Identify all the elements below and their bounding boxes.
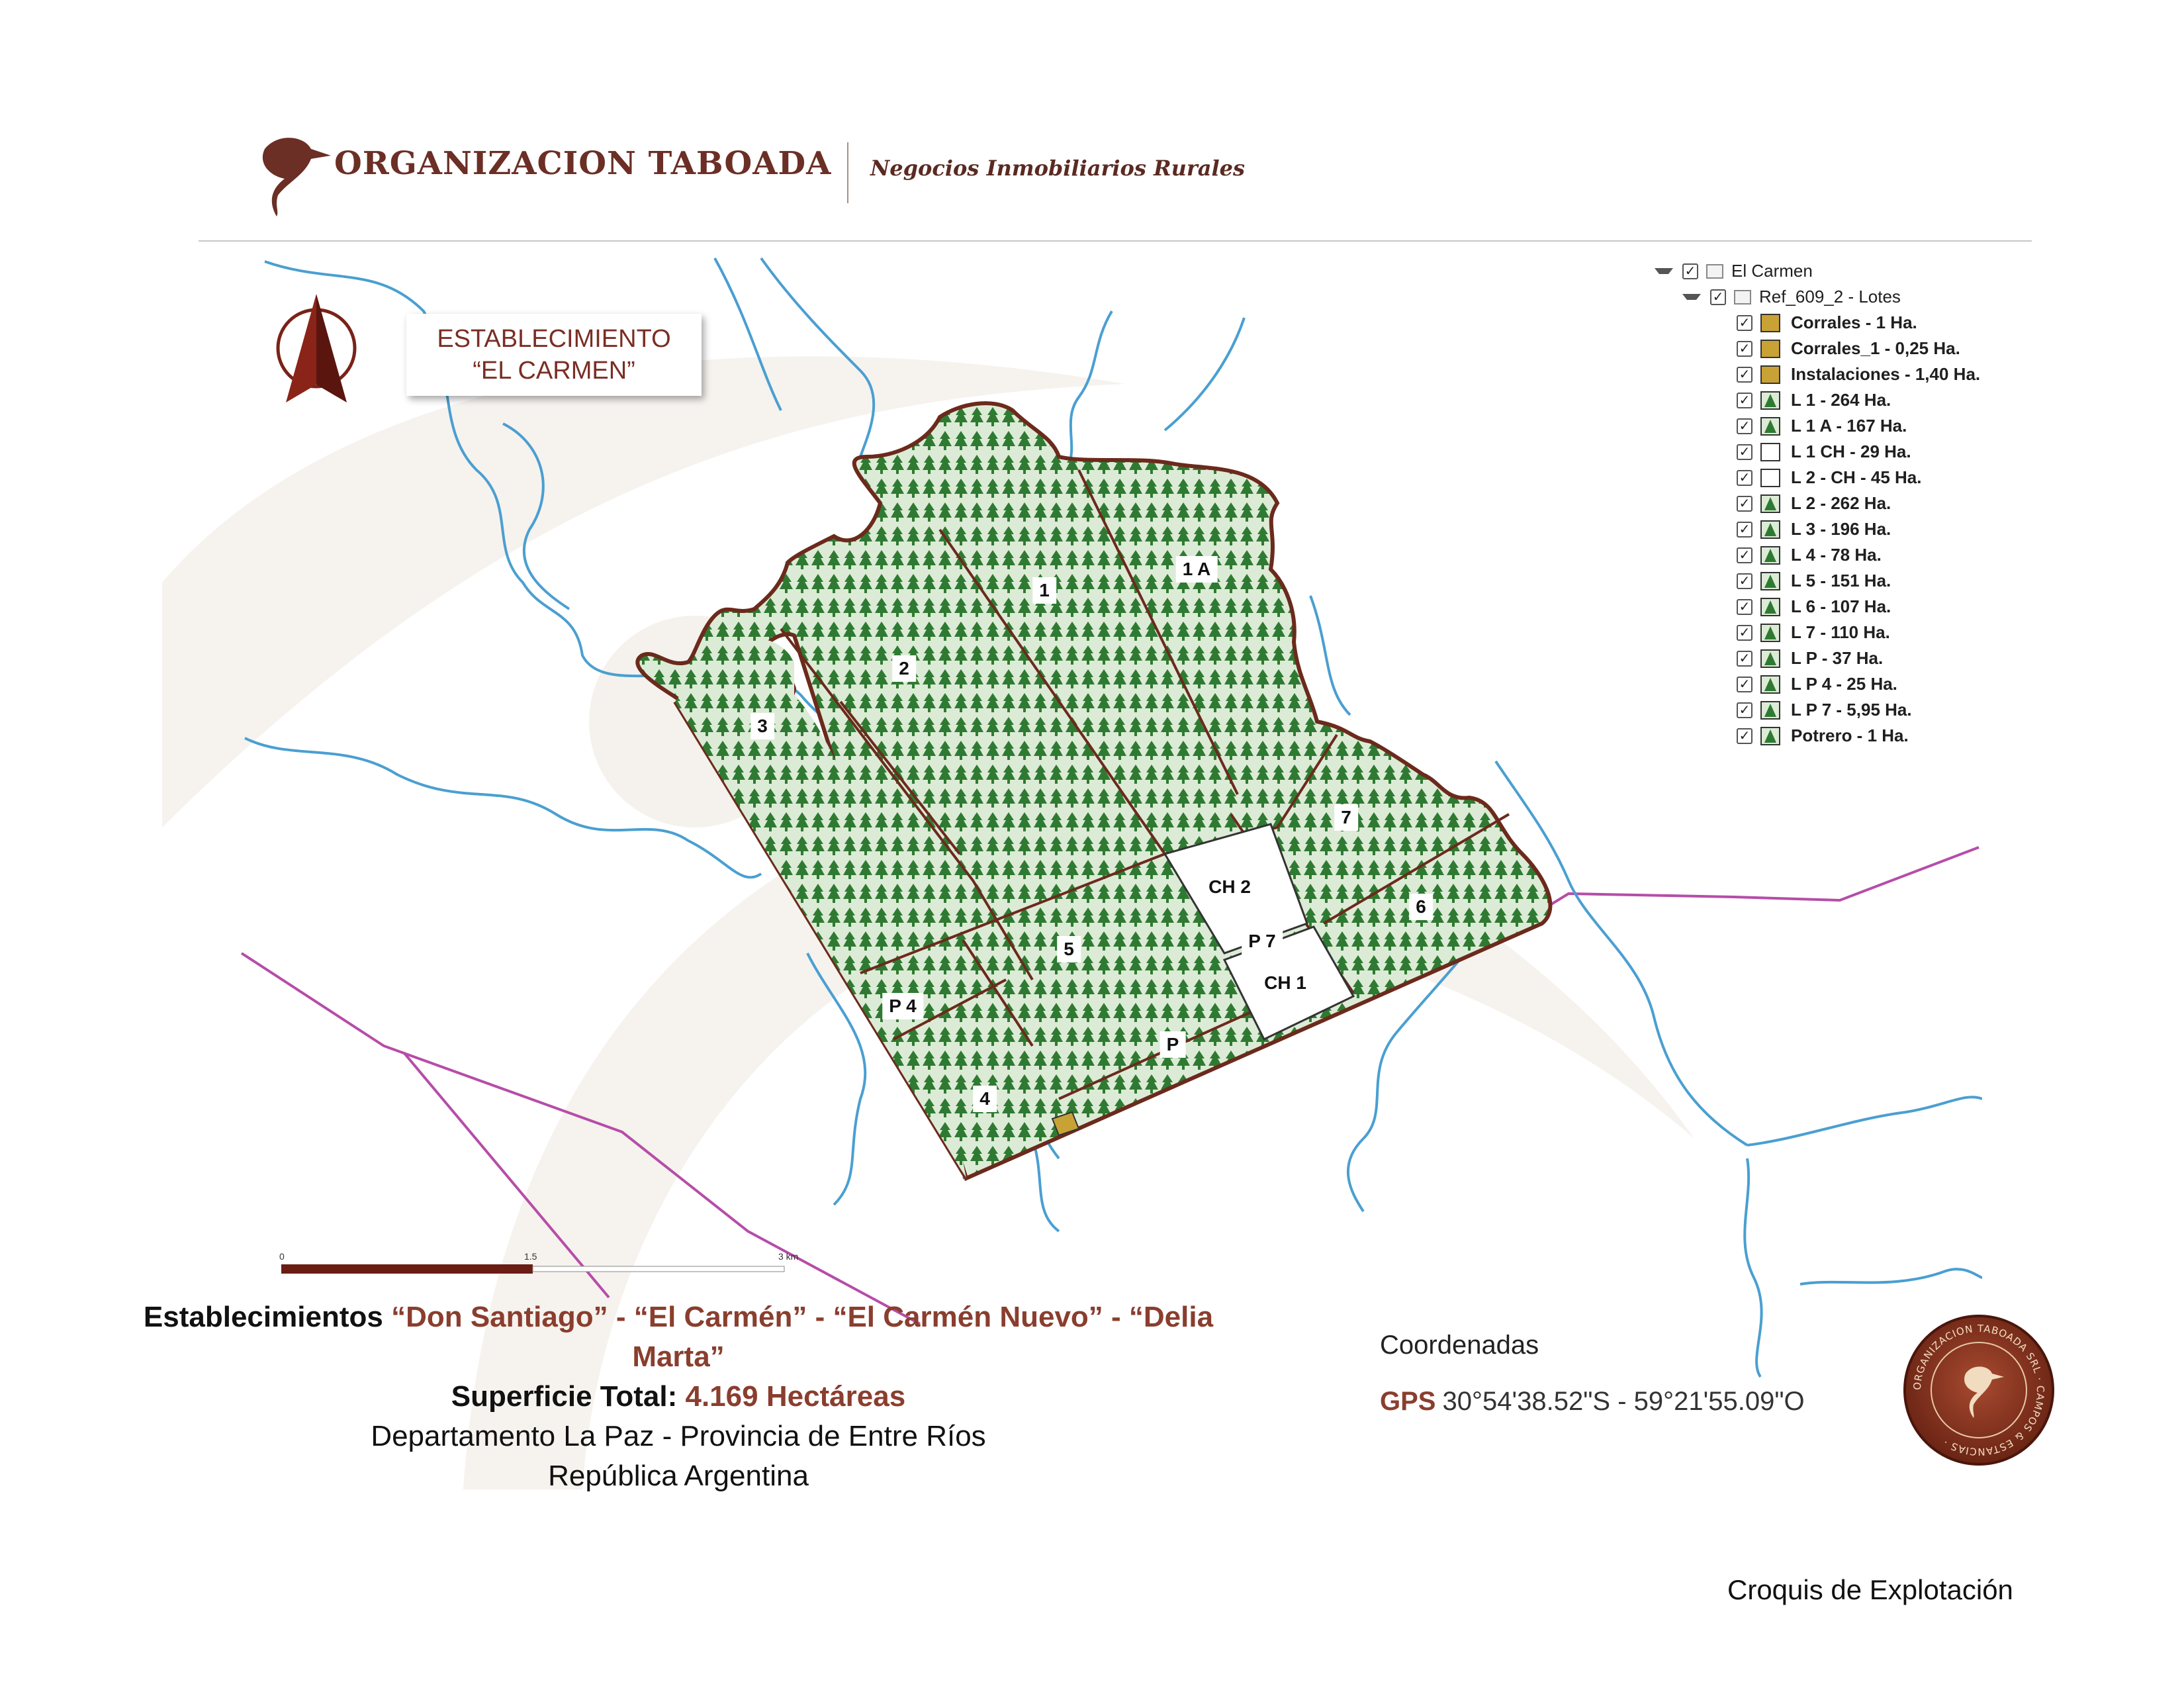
checkbox[interactable]: ✓ bbox=[1737, 728, 1752, 744]
lot-label-p4: P 4 bbox=[882, 993, 923, 1019]
info-line4: República Argentina bbox=[548, 1460, 809, 1492]
legend-item-label: L 7 - 110 Ha. bbox=[1791, 622, 1890, 642]
expand-triangle-icon[interactable] bbox=[1682, 294, 1701, 300]
legend-item-label: L 6 - 107 Ha. bbox=[1791, 596, 1891, 616]
legend-item-label: Corrales_1 - 0,25 Ha. bbox=[1791, 338, 1960, 358]
legend-item[interactable] bbox=[1655, 310, 2052, 336]
legend-item[interactable] bbox=[1655, 620, 2052, 645]
info-line3: Departamento La Paz - Provincia de Entre Ríos bbox=[371, 1420, 986, 1452]
checkbox[interactable]: ✓ bbox=[1737, 651, 1752, 667]
tree-swatch-icon bbox=[1760, 520, 1780, 539]
scale-tick-2: 3 km bbox=[778, 1251, 799, 1262]
legend-item[interactable] bbox=[1655, 413, 2052, 439]
checkbox[interactable]: ✓ bbox=[1682, 263, 1698, 279]
tree-swatch-icon bbox=[1760, 572, 1780, 590]
info-line1 bbox=[132, 1297, 1224, 1377]
legend-item-label: L 1 A - 167 Ha. bbox=[1791, 416, 1907, 436]
checkbox[interactable]: ✓ bbox=[1737, 599, 1752, 615]
checkbox[interactable]: ✓ bbox=[1737, 341, 1752, 357]
legend-item-label: L P 7 - 5,95 Ha. bbox=[1791, 700, 1912, 720]
lot-label-1: 1 bbox=[1032, 577, 1056, 604]
legend-item-label: L P 4 - 25 Ha. bbox=[1791, 674, 1897, 694]
checkbox[interactable]: ✓ bbox=[1737, 702, 1752, 718]
legend-item[interactable] bbox=[1655, 594, 2052, 620]
scale-tick-1: 1.5 bbox=[524, 1251, 537, 1262]
legend-item[interactable] bbox=[1655, 723, 2052, 749]
lot-label-2: 2 bbox=[892, 655, 916, 682]
seal-text: ORGANIZACION TABOADA SRL · CAMPOS & ESTANCIAS · bbox=[1911, 1322, 2047, 1458]
legend-item-label: Potrero - 1 Ha. bbox=[1791, 726, 1909, 745]
legend-item-label: L 5 - 151 Ha. bbox=[1791, 571, 1891, 590]
layer-group-icon bbox=[1706, 264, 1723, 279]
lot-label-p: P bbox=[1160, 1031, 1186, 1058]
tree-swatch-icon bbox=[1760, 727, 1780, 745]
legend-item-label: L 4 - 78 Ha. bbox=[1791, 545, 1882, 565]
brand-name: ORGANIZACION TABOADA bbox=[334, 145, 832, 182]
lot-label-1a: 1 A bbox=[1176, 556, 1218, 583]
info-line2 bbox=[132, 1377, 1224, 1417]
info-line1-prefix: Establecimientos bbox=[143, 1301, 392, 1333]
scale-tick-0: 0 bbox=[279, 1251, 285, 1262]
checkbox[interactable]: ✓ bbox=[1737, 547, 1752, 563]
lot-label-4: 4 bbox=[973, 1086, 997, 1112]
checkbox[interactable]: ✓ bbox=[1737, 522, 1752, 538]
tree-swatch-icon bbox=[1760, 546, 1780, 565]
legend-item-label: L 2 - CH - 45 Ha. bbox=[1791, 467, 1922, 487]
info-line2-prefix: Superficie Total: bbox=[451, 1380, 686, 1413]
map-title-line1: ESTABLECIMIENTO bbox=[437, 325, 671, 353]
brand-tagline: Negocios Inmobiliarios Rurales bbox=[870, 156, 1245, 181]
legend-root-label: El Carmen bbox=[1731, 261, 1813, 281]
lot-label-ch1: CH 1 bbox=[1257, 970, 1313, 996]
gps-value: 30°54'38.52"S - 59°21'55.09"O bbox=[1442, 1387, 1805, 1416]
coords-title: Coordenadas bbox=[1380, 1331, 1539, 1360]
legend-item-label: L P - 37 Ha. bbox=[1791, 648, 1884, 668]
legend-item-label: Instalaciones - 1,40 Ha. bbox=[1791, 364, 1981, 384]
map-title-line2: “EL CARMEN” bbox=[473, 357, 635, 385]
legend-item-label: Corrales - 1 Ha. bbox=[1791, 312, 1917, 332]
legend-root-row[interactable] bbox=[1655, 258, 2052, 284]
legend-item[interactable] bbox=[1655, 516, 2052, 542]
legend-item[interactable] bbox=[1655, 542, 2052, 568]
lot-label-7: 7 bbox=[1334, 804, 1358, 831]
tree-swatch-icon bbox=[1760, 649, 1780, 668]
yellow-swatch-icon bbox=[1760, 314, 1780, 332]
tree-swatch-icon bbox=[1760, 701, 1780, 720]
legend-item[interactable] bbox=[1655, 465, 2052, 491]
legend-item-label: L 1 CH - 29 Ha. bbox=[1791, 442, 1911, 461]
checkbox[interactable]: ✓ bbox=[1737, 393, 1752, 408]
checkbox[interactable]: ✓ bbox=[1737, 418, 1752, 434]
legend-items bbox=[1655, 310, 2052, 749]
layer-legend bbox=[1655, 258, 2052, 749]
checkbox[interactable]: ✓ bbox=[1737, 444, 1752, 460]
legend-group-row[interactable] bbox=[1655, 284, 2052, 310]
checkbox[interactable]: ✓ bbox=[1710, 289, 1726, 305]
coords-line bbox=[1380, 1387, 1805, 1417]
empty-swatch-icon bbox=[1760, 443, 1780, 461]
legend-item[interactable] bbox=[1655, 336, 2052, 361]
legend-item[interactable] bbox=[1655, 491, 2052, 516]
info-line1-names: “Don Santiago” - “El Carmén” - “El Carmén Nuevo” - “Delia Marta” bbox=[391, 1301, 1214, 1373]
legend-item[interactable] bbox=[1655, 387, 2052, 413]
legend-item-label: L 2 - 262 Ha. bbox=[1791, 493, 1891, 513]
tree-swatch-icon bbox=[1760, 494, 1780, 513]
checkbox[interactable]: ✓ bbox=[1737, 573, 1752, 589]
lot-label-5: 5 bbox=[1057, 936, 1081, 962]
yellow-swatch-icon bbox=[1760, 340, 1780, 358]
header-rule bbox=[199, 240, 2032, 242]
empty-swatch-icon bbox=[1760, 469, 1780, 487]
tree-swatch-icon bbox=[1760, 624, 1780, 642]
lot-label-3: 3 bbox=[751, 713, 774, 739]
lot-label-p7: P 7 bbox=[1242, 928, 1283, 955]
checkbox[interactable]: ✓ bbox=[1737, 470, 1752, 486]
expand-triangle-icon[interactable] bbox=[1655, 268, 1673, 274]
info-line2-value: 4.169 Hectáreas bbox=[685, 1380, 906, 1413]
legend-item-label: L 1 - 264 Ha. bbox=[1791, 390, 1891, 410]
legend-item[interactable] bbox=[1655, 361, 2052, 387]
tree-swatch-icon bbox=[1760, 391, 1780, 410]
legend-item[interactable] bbox=[1655, 645, 2052, 671]
tree-swatch-icon bbox=[1760, 675, 1780, 694]
legend-item-label: L 3 - 196 Ha. bbox=[1791, 519, 1891, 539]
lot-label-6: 6 bbox=[1409, 894, 1433, 920]
north-arrow-icon bbox=[278, 294, 355, 402]
layer-group-icon bbox=[1734, 290, 1751, 305]
map-title-box bbox=[406, 314, 702, 396]
tree-swatch-icon bbox=[1760, 417, 1780, 436]
checkbox[interactable]: ✓ bbox=[1737, 367, 1752, 383]
footer-caption: Croquis de Explotación bbox=[1727, 1574, 2013, 1605]
checkbox[interactable]: ✓ bbox=[1737, 677, 1752, 692]
gps-label: GPS bbox=[1380, 1387, 1436, 1416]
scale-bar bbox=[281, 1264, 784, 1274]
legend-group-label: Ref_609_2 - Lotes bbox=[1759, 287, 1901, 306]
company-seal-logo bbox=[1899, 1311, 2058, 1470]
tree-swatch-icon bbox=[1760, 598, 1780, 616]
property-info bbox=[132, 1297, 1224, 1496]
header-separator bbox=[847, 142, 848, 203]
header bbox=[238, 122, 1297, 215]
checkbox[interactable]: ✓ bbox=[1737, 625, 1752, 641]
legend-item[interactable] bbox=[1655, 568, 2052, 594]
legend-item[interactable] bbox=[1655, 697, 2052, 723]
checkbox[interactable]: ✓ bbox=[1737, 496, 1752, 512]
legend-item[interactable] bbox=[1655, 439, 2052, 465]
checkbox[interactable]: ✓ bbox=[1737, 315, 1752, 331]
legend-item[interactable] bbox=[1655, 671, 2052, 697]
yellow-swatch-icon bbox=[1760, 365, 1780, 384]
lot-label-ch2: CH 2 bbox=[1202, 874, 1257, 900]
